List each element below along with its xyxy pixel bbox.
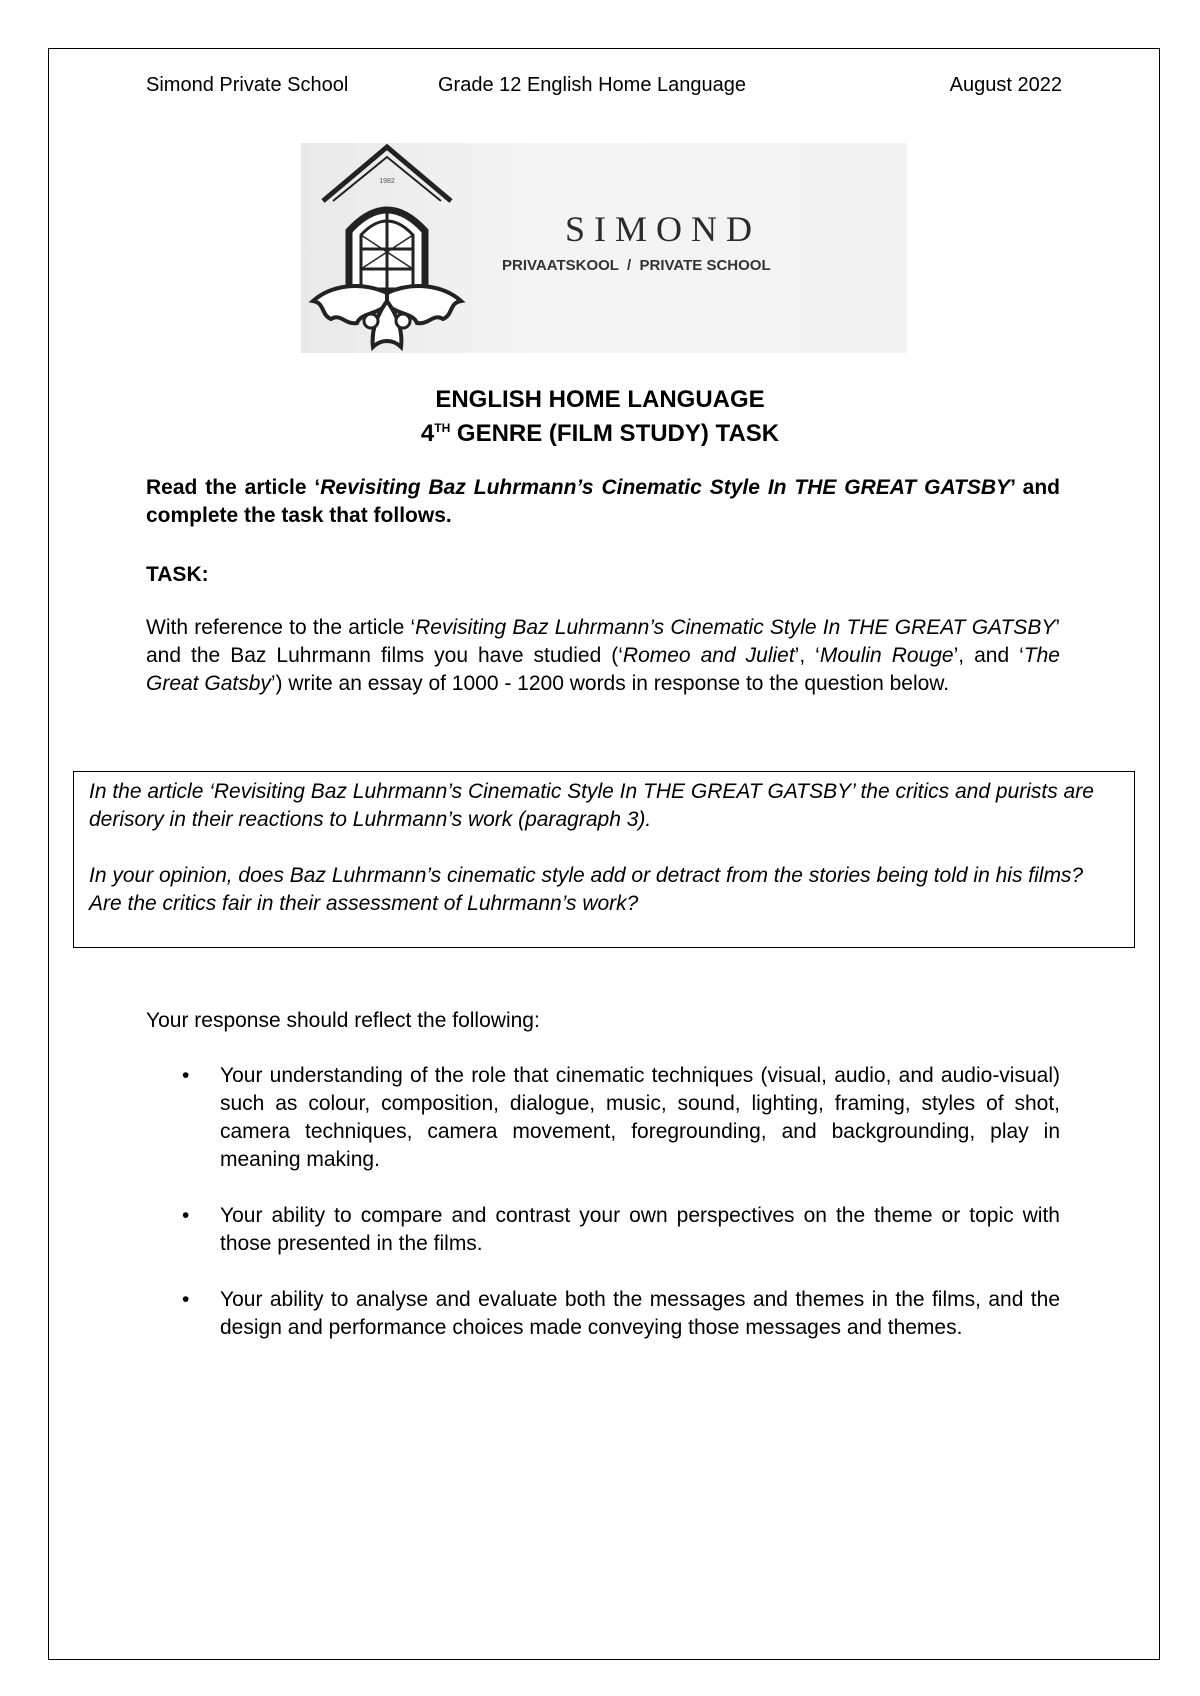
- task-film-1: Romeo and Juliet: [622, 644, 795, 667]
- task-sep-2: ’, and ‘: [953, 644, 1024, 667]
- title-genre: GENRE (FILM STUDY) TASK: [450, 420, 780, 447]
- header-subject: Grade 12 English Home Language: [438, 74, 746, 96]
- question-context: In the article ‘Revisiting Baz Luhrmann’s Cinematic Style In THE GREAT GATSBY’ the critics and purists are derisory in their reactions to Luhrmann’s work (paragraph 3).: [89, 780, 1094, 831]
- school-logo: [301, 143, 907, 353]
- task-article-title: Revisiting Baz Luhrmann’s Cinematic Style In THE GREAT GATSBY: [415, 616, 1056, 639]
- logo-name: SIMOND: [565, 209, 762, 249]
- logo-subtitle: PRIVAATSKOOL / PRIVATE SCHOOL: [502, 257, 771, 274]
- list-item: [146, 1202, 1060, 1258]
- intro-instruction: [146, 474, 1060, 530]
- list-item: [146, 1062, 1060, 1174]
- essay-question-box: [73, 771, 1135, 948]
- title-number: 4: [420, 420, 435, 447]
- bullet-icon: •: [182, 1064, 190, 1087]
- bullet-icon: •: [182, 1204, 190, 1227]
- task-label: TASK:: [146, 563, 209, 586]
- school-crest-icon: [301, 143, 501, 353]
- header-school: Simond Private School: [146, 74, 349, 96]
- bullet-icon: •: [182, 1288, 190, 1311]
- intro-suffix: ’ and complete the task that follows.: [146, 476, 1060, 527]
- title-ordinal: TH: [434, 421, 451, 435]
- intro-article-title: Revisiting Baz Luhrmann’s Cinematic Style In THE GREAT GATSBY: [320, 476, 1011, 499]
- task-text-2: ’ and the Baz Luhrmann films you have studied (‘: [146, 616, 1061, 667]
- list-item-text: Your understanding of the role that cinematic techniques (visual, audio, and audio-visual) such as colour, composition, dialogue, music, sound, lighting, framing, styles of shot, camera techniques, camera movement, foregrounding, and backgrounding, play in meaning making.: [220, 1064, 1060, 1171]
- task-text-1: With reference to the article ‘: [146, 616, 416, 639]
- question-prompt: In your opinion, does Baz Luhrmann’s cinematic style add or detract from the stories being told in his films? Are the critics fair in their assessment of Luhrmann’s work?: [89, 864, 1084, 915]
- task-film-3: The Great Gatsby: [146, 644, 1060, 695]
- document-title: [0, 383, 1200, 451]
- task-sep-1: ’, ‘: [794, 644, 820, 667]
- title-line-1: ENGLISH HOME LANGUAGE: [435, 386, 765, 413]
- header-date: August 2022: [949, 74, 1062, 96]
- list-item: [146, 1286, 1060, 1342]
- intro-prefix: Read the article ‘: [146, 476, 321, 499]
- logo-year: 1982: [379, 178, 395, 185]
- response-intro: Your response should reflect the following:: [146, 1009, 540, 1032]
- list-item-text: Your ability to analyse and evaluate both the messages and themes in the films, and the design and performance choices made conveying those messages and themes.: [220, 1288, 1060, 1339]
- task-description: [146, 614, 1060, 698]
- response-criteria-list: [146, 1062, 1060, 1370]
- task-text-3: ’) write an essay of 1000 - 1200 words in response to the question below.: [270, 672, 950, 695]
- list-item-text: Your ability to compare and contrast your own perspectives on the theme or topic with those presented in the films.: [220, 1204, 1060, 1255]
- task-film-2: Moulin Rouge: [819, 644, 954, 667]
- title-line-2: [0, 417, 1200, 451]
